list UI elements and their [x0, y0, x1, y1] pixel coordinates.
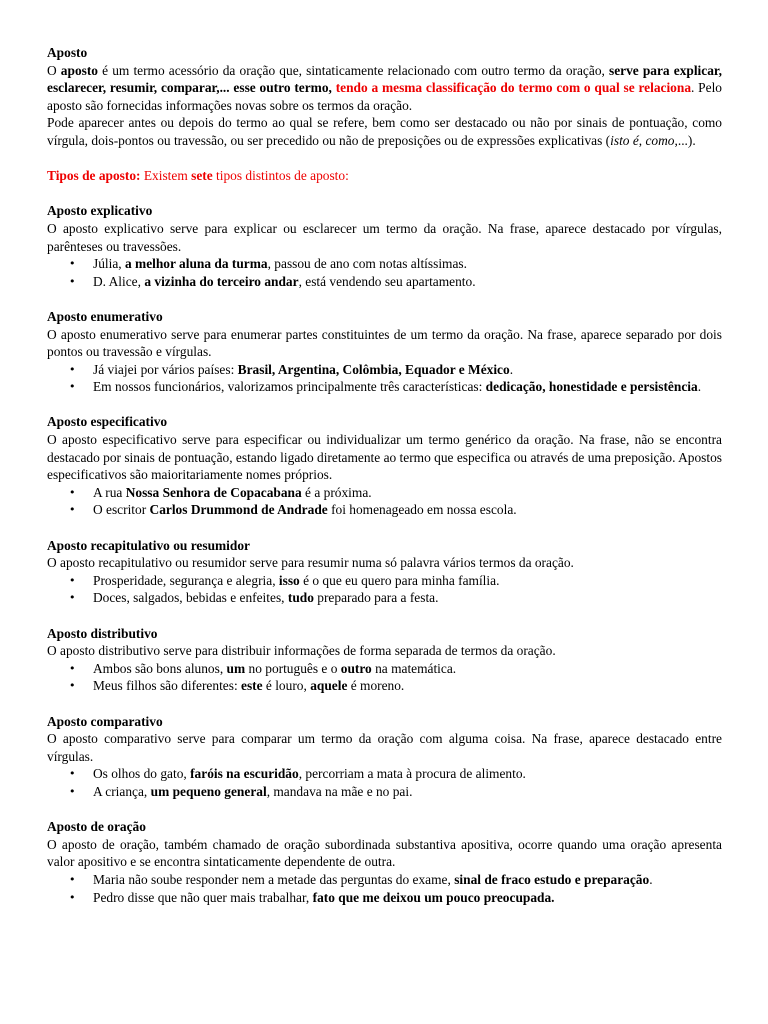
text-run: Existem: [140, 168, 192, 184]
section-description: O aposto enumerativo serve para enumerar partes constituintes de um termo da oração. Na frase, aparece separado por dois pontos ou travessão e vírgulas.: [47, 326, 722, 360]
bold-term: um pequeno general: [150, 783, 267, 799]
text-run: .: [509, 361, 514, 377]
list-item: [47, 589, 722, 607]
text-run: Júlia,: [93, 256, 125, 272]
bold-term: sete: [191, 168, 213, 184]
section-description: O aposto especificativo serve para especificar ou individualizar um termo genérico da oração. Na frase, não se encontra destacado por sinais de pontuação, estando ligado diretamente ao termo que especifica ou através de uma preposição. Apostos especificativos são maioritariamente nomes próprios.: [47, 432, 722, 483]
list-item: [47, 501, 722, 519]
text-run: Pode aparecer antes ou depois do termo ao qual se refere, bem como ser destacado ou não por sinais de pontuação, como vírgula, dois-pontos ou travessão, ou ser precedido ou não de preposições ou de expressões explicativas (: [47, 115, 722, 148]
text-run: Maria não soube responder nem a metade das perguntas do exame,: [93, 871, 455, 887]
bold-term: sinal de fraco estudo e preparação: [454, 871, 650, 887]
text-run: , mandava na mãe e no pai.: [266, 783, 413, 799]
text-run: Já viajei por vários países:: [93, 361, 238, 377]
section-description: O aposto comparativo serve para comparar um termo da oração com alguma coisa. Na frase, aparece destacado entre vírgulas.: [47, 731, 722, 764]
text-run: Doces, salgados, bebidas e enfeites,: [93, 590, 288, 606]
text-run: na matemática.: [371, 660, 457, 676]
bold-term: tudo: [287, 590, 314, 606]
section-title: Aposto distributivo: [47, 625, 158, 641]
list-item: [47, 361, 722, 379]
example-list: [47, 871, 722, 906]
section-title: Aposto comparativo: [47, 713, 163, 729]
text-run: .: [649, 871, 653, 887]
text-run: , percorriam a mata à procura de alimento.: [298, 766, 526, 782]
text-run: no português e o: [245, 660, 341, 676]
list-item: [47, 765, 722, 783]
section-title: Aposto especificativo: [47, 414, 168, 430]
text-run: é o que eu quero para minha família.: [299, 572, 500, 588]
list-item: [47, 783, 722, 801]
bold-term: Carlos Drummond de Andrade: [149, 502, 328, 518]
text-run: foi homenageado em nossa escola.: [327, 502, 517, 518]
example-list: [47, 765, 722, 800]
text-run: ,...).: [674, 132, 696, 148]
text-run: O: [47, 62, 61, 78]
document-title: Aposto: [47, 45, 88, 60]
text-run: A criança,: [93, 783, 151, 799]
italic-term: como: [645, 132, 675, 148]
text-run: Pedro disse que não quer mais trabalhar,: [93, 889, 313, 905]
types-line: [47, 167, 722, 185]
example-list: [47, 484, 722, 519]
example-list: [47, 255, 722, 290]
text-run: Ambos são bons alunos,: [93, 660, 227, 676]
list-item: [47, 484, 722, 502]
bold-term: a melhor aluna da turma: [125, 256, 268, 272]
bold-term: faróis na escuridão: [190, 766, 299, 782]
bold-term: um: [226, 660, 246, 676]
section-title: Aposto enumerativo: [47, 308, 163, 324]
list-item: [47, 871, 722, 889]
text-run: , está vendendo seu apartamento.: [298, 273, 476, 289]
example-list: [47, 660, 722, 695]
text-run: Meus filhos são diferentes:: [93, 678, 242, 694]
section-description: O aposto de oração, também chamado de oração subordinada substantiva apositiva, ocorre quando uma oração apresenta valor apositivo e se encontra sintaticamente dependente de outra.: [47, 836, 722, 870]
section-description: O aposto distributivo serve para distribuir informações de forma separada de termos da oração.: [47, 643, 556, 659]
text-run: é louro,: [262, 678, 311, 694]
list-item: [47, 572, 722, 590]
text-run: tipos distintos de aposto:: [212, 168, 349, 184]
list-item: [47, 889, 722, 907]
text-run: é um termo acessório da oração que, sintaticamente relacionado com outro termo da oração,: [98, 62, 609, 78]
text-run: ,: [638, 132, 646, 148]
text-run: A rua: [93, 484, 126, 500]
bold-term: outro: [340, 660, 372, 676]
list-item: [47, 378, 722, 396]
section-title: Aposto explicativo: [47, 203, 153, 219]
red-highlight: tendo a mesma classificação do termo com o qual se relaciona: [335, 80, 692, 96]
text-run: .: [697, 379, 702, 395]
section-title: Aposto recapitulativo ou resumidor: [47, 537, 250, 553]
bold-term: a vizinha do terceiro andar: [144, 273, 299, 289]
italic-term: isto é: [610, 132, 639, 148]
example-list: [47, 572, 722, 607]
text-run: preparado para a festa.: [313, 590, 439, 606]
list-item: [47, 255, 722, 273]
section-title: Aposto de oração: [47, 819, 146, 835]
bold-term: Brasil, Argentina, Colômbia, Equador e México: [237, 361, 510, 377]
text-run: . Pelo aposto são fornecidas informações novas sobre os termos da oração.: [47, 80, 722, 113]
bold-term: fato que me deixou um pouco preocupada.: [312, 889, 555, 905]
section-description: O aposto recapitulativo ou resumidor serve para resumir numa só palavra vários termos da oração.: [47, 555, 574, 571]
list-item: [47, 677, 722, 695]
text-run: Em nossos funcionários, valorizamos principalmente três características:: [93, 379, 486, 395]
text-run: Os olhos do gato,: [93, 766, 191, 782]
text-run: D. Alice,: [93, 273, 145, 289]
text-run: , passou de ano com notas altíssimas.: [267, 256, 467, 272]
text-run: é a próxima.: [301, 484, 372, 500]
types-label: Tipos de aposto:: [47, 168, 141, 184]
intro-paragraph-2: [47, 114, 722, 149]
bold-term: Nossa Senhora de Copacabana: [125, 484, 302, 500]
text-run: Prosperidade, segurança e alegria,: [93, 572, 279, 588]
text-run: é moreno.: [347, 678, 405, 694]
bold-term: aquele: [310, 678, 348, 694]
list-item: [47, 660, 722, 678]
bold-term: isso: [278, 572, 300, 588]
bold-term: dedicação, honestidade e persistência: [485, 379, 698, 395]
bold-term: aposto: [60, 62, 99, 78]
bold-term: serve para explicar, esclarecer, resumir, comparar,... esse outro termo,: [47, 62, 722, 96]
bold-term: este: [241, 678, 263, 694]
list-item: [47, 273, 722, 291]
section-description: O aposto explicativo serve para explicar ou esclarecer um termo da oração. Na frase, aparece destacado por vírgulas, parênteses ou travessões.: [47, 220, 722, 254]
example-list: [47, 361, 722, 396]
intro-paragraph: [47, 62, 722, 115]
text-run: O escritor: [93, 502, 150, 518]
